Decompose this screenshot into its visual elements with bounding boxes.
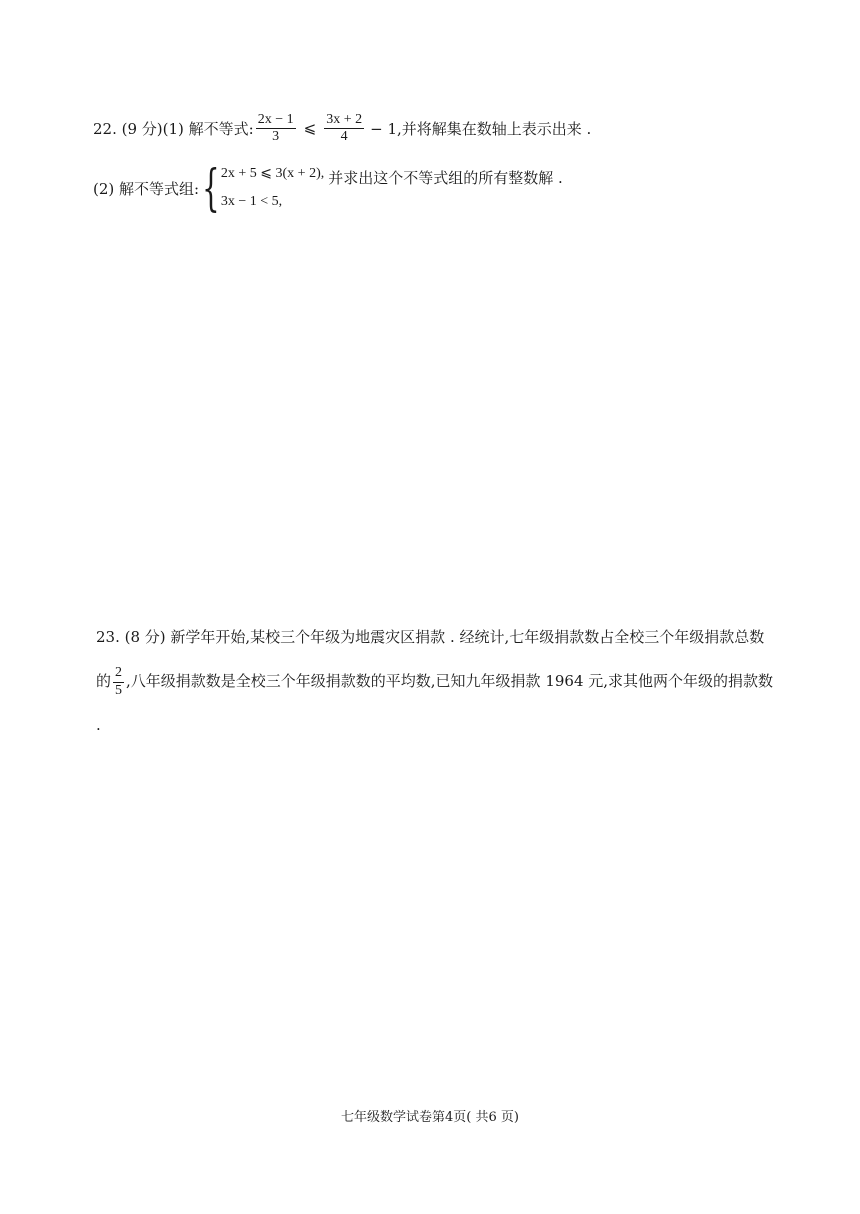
q22-fraction-1-numerator: 2x − 1 bbox=[256, 112, 296, 129]
q23-fraction bbox=[113, 665, 124, 698]
q22-fraction-2-denominator: 4 bbox=[340, 129, 348, 145]
q22-fraction-2-numerator: 3x + 2 bbox=[324, 112, 364, 129]
q23-paragraph bbox=[96, 615, 776, 747]
q22-leq-sign: ⩽ bbox=[303, 121, 317, 138]
q22-part1-suffix: − 1,并将解集在数轴上表示出来 . bbox=[370, 120, 592, 139]
q22-inequality-system bbox=[221, 160, 324, 216]
left-brace-icon: { bbox=[202, 159, 220, 217]
page-footer: 七年级数学试卷第4页( 共6 页) bbox=[341, 1110, 519, 1125]
q22-fraction-1-denominator: 3 bbox=[272, 129, 280, 145]
q23-text-after-fraction: ,八年级捐款数是全校三个年级捐款数的平均数,已知九年级捐款 1964 元,求其他两个年级的捐款数 . bbox=[96, 672, 774, 734]
q22-system-line-2: 3x − 1 < 5, bbox=[220, 194, 283, 209]
q22-part2-suffix: 并求出这个不等式组的所有整数解 . bbox=[328, 168, 563, 187]
q22-part1 bbox=[93, 112, 591, 145]
q23-fraction-denominator: 5 bbox=[115, 682, 123, 698]
q23-text-before-fraction: 23. (8 分) 新学年开始,某校三个年级为地震灾区捐款 . 经统计,七年级捐款数占全校三个年级捐款总数的 bbox=[96, 628, 765, 690]
q22-part1-prefix: 22. (9 分)(1) 解不等式: bbox=[93, 120, 254, 139]
q22-system-line-1: 2x + 5 ⩽ 3(x + 2), bbox=[220, 166, 325, 181]
q22-fraction-1 bbox=[256, 112, 296, 145]
q22-part2 bbox=[93, 160, 563, 216]
q22-part2-prefix: (2) 解不等式组: bbox=[93, 179, 200, 198]
q23-fraction-numerator: 2 bbox=[113, 665, 124, 682]
q22-fraction-2 bbox=[324, 112, 364, 145]
